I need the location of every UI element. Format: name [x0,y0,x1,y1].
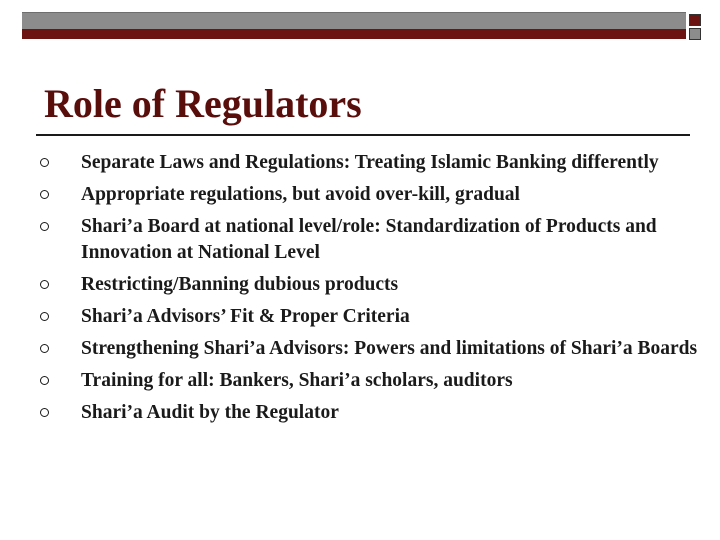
list-item [40,214,700,266]
slide-title: Role of Regulators [44,81,362,126]
bullet-text: Appropriate regulations, but avoid over-kill, gradual [81,184,520,205]
list-item [40,304,700,330]
hollow-circle-bullet-icon [40,222,49,231]
bullet-text: Strengthening Shari’a Advisors: Powers and limitations of Shari’a Boards [81,338,698,359]
bullet-text: Shari’a Advisors’ Fit & Proper Criteria [81,306,410,327]
header-maroon-stripe [22,29,686,39]
bullet-list [40,150,700,432]
corner-square-maroon [689,14,701,26]
bullet-text: Restricting/Banning dubious products [81,274,399,295]
bullet-text: Separate Laws and Regulations: Treating Islamic Banking differently [81,152,659,173]
list-item [40,336,700,362]
corner-square-gray [689,28,701,40]
bullet-text: Shari’a Audit by the Regulator [81,402,339,423]
header-decoration-band [22,12,686,40]
hollow-circle-bullet-icon [40,280,49,289]
hollow-circle-bullet-icon [40,312,49,321]
header-gray-stripe [22,12,686,30]
list-item [40,368,700,394]
hollow-circle-bullet-icon [40,408,49,417]
bullet-text: Shari’a Board at national level/role: Standardization of Products and Innovation at National Level [81,216,657,263]
hollow-circle-bullet-icon [40,344,49,353]
list-item [40,150,700,176]
hollow-circle-bullet-icon [40,190,49,199]
list-item [40,182,700,208]
bullet-text: Training for all: Bankers, Shari’a scholars, auditors [81,370,513,391]
list-item [40,400,700,426]
hollow-circle-bullet-icon [40,376,49,385]
title-divider [36,134,690,136]
hollow-circle-bullet-icon [40,158,49,167]
list-item [40,272,700,298]
